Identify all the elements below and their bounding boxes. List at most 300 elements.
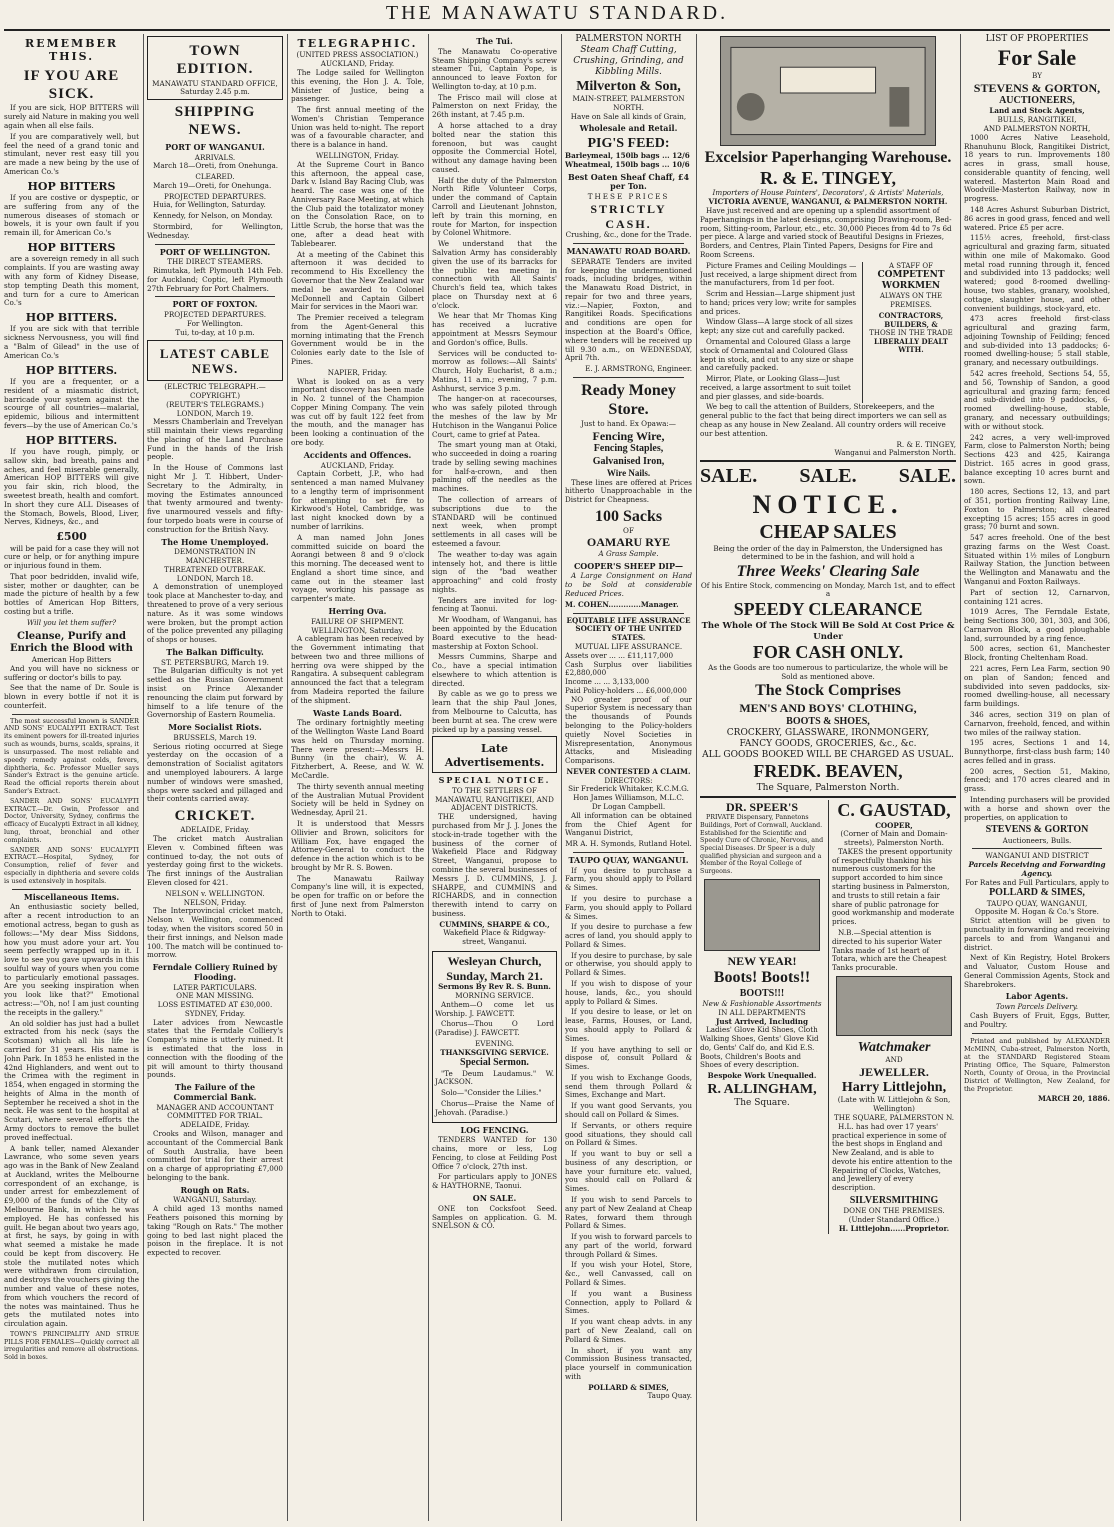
paragraph: As the Goods are too numerous to particularize, the whole will be Sold as mentioned above. xyxy=(708,662,948,681)
cleanse-heading: Cleanse, Purify and Enrich the Blood with xyxy=(10,630,133,654)
advertiser: CUMMINS, SHARPE & CO., xyxy=(439,919,550,929)
subheading: NELSON v. WELLINGTON. xyxy=(165,888,265,898)
road-board: MANAWATU ROAD BOARD. xyxy=(566,246,691,256)
taupo: TAUPO QUAY, WANGANUI, xyxy=(986,898,1088,908)
address: The Square. xyxy=(734,1098,790,1109)
cooper-dip: COOPER'S SHEEP DIP— xyxy=(573,560,684,571)
signature: R. & E. TINGEY, xyxy=(896,439,956,449)
director: Hon James Williamson, M.L.C. xyxy=(573,793,684,803)
heading-hop-bitters: HOP BITTERS. xyxy=(25,311,118,325)
paragraph: It is understood that Messrs Ollivier and Brown, solicitors for William Fox, have engaged the Attorney-General to conduct the defence in the action which is to be brought by Mr R. S. Bowen. xyxy=(291,818,424,872)
mens-clothing: MEN'S AND BOYS' CLOTHING, xyxy=(739,700,917,715)
paragraph: If you wish to send Parcels to any part of New Zealand at Cheap Rates, forward them through Pollard & Simes. xyxy=(565,1195,692,1231)
proprietor: H. Littlejohn......Proprietor. xyxy=(838,1223,950,1233)
paragraph: Tenders are invited for log-fencing at Taonui. xyxy=(432,595,557,614)
paragraph: Huia, for Wellington, Saturday. xyxy=(153,200,266,210)
paragraph: Being the order of the day in Palmerston, the Undersigned has determined to be in the fashion, and will hold a xyxy=(713,543,943,562)
column-6 xyxy=(700,34,956,1521)
subheading: PROJECTED DEPARTURES. xyxy=(164,310,266,320)
bulls: BULLS, RANGITIKEI, xyxy=(997,115,1077,125)
paragraph: At a meeting of the Cabinet this afternoon it was decided to recommend to His Excellency the Governor that the New Zealand war medal be awarded to Colonel McDonnell and Captain Gilbert Mair for services in the Maori war. xyxy=(291,249,424,312)
column-rule xyxy=(960,34,961,1521)
standard: (Under Standard Office.) xyxy=(848,1214,940,1224)
paragraph: TENDERS WANTED for 130 chains, more or less, Log Fencing, to close at Feilding Post Office 7 o'clock, 27th inst. xyxy=(432,1135,557,1171)
dateline: NELSON, Friday. xyxy=(183,897,247,907)
paragraph: If you desire to purchase a Farm, you should apply to Pollard & Simes. xyxy=(565,865,692,893)
paragraph: The Manawatu Co-operative Steam Shipping Company's screw steamer Tui, Captain Pope, is announced to leave Foxton for Wellington to-day, at 10 p.m. xyxy=(432,46,557,91)
labor: Labor Agents. xyxy=(1005,991,1069,1002)
done: DONE ON THE PREMISES. xyxy=(843,1206,945,1216)
paragraph: Solo—"Consider the Lilies." xyxy=(441,1088,542,1098)
paragraph: Anthem—O come let us Worship. J. FAWCETT. xyxy=(435,999,554,1018)
subheading: DIRECTORS: xyxy=(604,775,653,785)
paragraph: The Frisco mail will close at Palmerston on next Friday, the 26th instant, at 7.45 p.m. xyxy=(432,92,557,120)
on-sale: ON SALE. xyxy=(472,1193,517,1203)
subheading: THANKSGIVING SERVICE. xyxy=(440,1047,549,1057)
harry-littlejohn: Harry Littlejohn, xyxy=(841,1080,947,1096)
pigs-feed: PIG'S FEED: xyxy=(587,136,670,152)
wesleyan-church: Wesleyan Church, xyxy=(447,953,542,968)
rates: For Rates and Full Particulars, apply to xyxy=(965,877,1109,887)
listing: 180 acres, Sections 12, 13, and part of 351, portion fronting Railway Line, Foxton to Palmerston; all cleared excepting 15 acres; 155 acres in good grass; 70 burnt and sown. xyxy=(964,487,1110,532)
dateline: LONDON, March 18. xyxy=(176,573,254,583)
log-fencing: LOG FENCING. xyxy=(460,1124,529,1135)
booked: ALL GOODS BOOKED WILL BE CHARGED AS USUAL. xyxy=(702,749,954,760)
paragraph: That poor bedridden, invalid wife, sister, mother or daughter, can be made the picture of health by a few bottles of American Hop Bitters, costing but a trifle. xyxy=(4,571,139,616)
fencing-staples: Fencing Staples, xyxy=(593,443,664,455)
town-parcels: Town Parcels Delivery. xyxy=(995,1002,1079,1012)
column-rule xyxy=(696,34,697,1521)
whole-stock: The Whole Of The Stock Will Be Sold At Cost Price & Under xyxy=(701,621,955,642)
new-fashionable: New & Fashionable Assortments xyxy=(702,998,822,1008)
sales: SALES xyxy=(833,521,897,544)
paragraph: If you desire to purchase a Farm, you should apply to Pollard & Simes. xyxy=(565,894,692,921)
paragraph: PRIVATE Dispensary, Pannetons Buildings, Port of Cornwall, Auckland. Established for the Scientific and Speedy Cure of Chronic, Nervous, and Special Diseases. Dr Speer is a duly qualified physician and surgeon and a Member of the Royal College of Surgeons. xyxy=(700,814,824,875)
paragraph: If you wish to dispose of your house, lands, &c., you should apply to Pollard & Simes. xyxy=(565,979,692,1006)
for-sale: For Sale xyxy=(997,44,1077,70)
paragraph: SEPARATE Tenders are invited for keeping the undermentioned roads, including bridges, within the Manawatu Road District, in repair for two and three years, viz.:—Napier, Foxton, and Rangitikei Roads. Specifications and conditions are open for inspection at the Board's Office, where tenders will be received up till 9.30 a.m., on WEDNESDAY, April 7th. xyxy=(565,256,692,363)
heading: The Tui. xyxy=(476,36,513,46)
equitable-heading: EQUITABLE LIFE ASSURANCE SOCIETY OF THE UNITED STATES. xyxy=(566,615,691,643)
gaustad: C. GAUSTAD, xyxy=(837,799,951,820)
importers: Importers of House Painters', Decorators', & Artists' Materials, xyxy=(712,188,944,198)
subheading: (ELECTRIC TELEGRAPH.—COPYRIGHT.) xyxy=(164,382,266,400)
paragraph: The first annual meeting of the Women's Christian Temperance Union was held to-night. The report was of a favourable character, and there is a balance in hand. xyxy=(291,105,424,150)
taupo-quay: TAUPO QUAY, WANGANUI. xyxy=(568,854,689,865)
paragraph: ONE ton Cocksfoot Seed. Samples on application. G. M. SNELSON & CO. xyxy=(432,1203,557,1231)
listing: 473 acres freehold first-class agricultural and grazing farm, adjoining Township of Feilding; fenced and sub-divided into 13 paddocks; 6-roomed dwelling-house; 5 stall stable, granary, and necessary outbuildings. xyxy=(964,314,1110,368)
dateline: AUCKLAND, Friday. xyxy=(320,460,395,470)
column-2 xyxy=(147,34,283,1521)
masthead-rule xyxy=(4,29,1110,31)
address: (Corner of Main and Domain-streets), Palmerston North. xyxy=(840,829,948,848)
paragraph: In the House of Commons last night Mr J. T. Hibbert, Under-Secretary to the Admiralty, in moving the Estimates announced that twenty armoured and twenty-five unarmoured vessels and fifty-four torpedo boats were in course of construction for the British Navy. xyxy=(147,463,283,534)
subheading: ONE MAN MISSING. xyxy=(176,991,254,1001)
listing: 500 acres, section 61, Manchester Block, fronting Cheltenham Road. xyxy=(964,644,1110,663)
jeweller: JEWELLER. xyxy=(859,1064,929,1079)
listing: 346 acres, section 319 on plan of Carnarvon, freehold, fenced, and within two miles of the railway station. xyxy=(964,709,1110,737)
dateline: ST. PETERSBURG, March 19. xyxy=(161,657,269,667)
paragraph: The collection of arrears of subscriptions due to the STANDARD will be continued next week, when prompt settlements in all cases will be esteemed a favour. xyxy=(432,495,557,548)
pollard-simes: POLLARD & SIMES, xyxy=(989,887,1085,899)
dateline: SYDNEY, Friday. xyxy=(184,1008,246,1018)
figure-line: Assets over ... ... £11,117,000 xyxy=(565,650,674,660)
heading: More Socialist Riots. xyxy=(168,722,262,733)
subheading: (REUTER'S TELEGRAMS.) xyxy=(166,399,264,409)
banner-illustration xyxy=(720,36,936,146)
listing: 221 acres, Fern Lea Farm, section 90 on plan of Sandon; fenced and subdivided into seven paddocks, six-roomed dwelling-house, all necessary farm buildings. xyxy=(964,664,1110,709)
dateline: WELLINGTON, Saturday. xyxy=(311,625,404,635)
subheading: MUTUAL LIFE ASSURANCE. xyxy=(574,641,683,651)
paragraph: will be paid for a case they will not cure or help, or for anything impure or injurious found in them. xyxy=(4,543,139,571)
paragraph: Of his Entire Stock, commencing on Monday, March 1st, and to effect a xyxy=(700,580,956,599)
dateline: WANGANUI, Saturday. xyxy=(173,1195,257,1205)
divider xyxy=(972,1033,1102,1034)
silversmithing: SILVERSMITHING xyxy=(849,1195,939,1206)
oaten-chaff: Best Oaten Sheaf Chaff, £4 per Ton. xyxy=(567,171,690,192)
paragraph: For particulars apply to JONES & HAYTHORNE, Taonui. xyxy=(432,1172,557,1191)
divider xyxy=(12,714,131,715)
special-sermon: Special Sermon. xyxy=(460,1057,529,1069)
paragraph: Next of Kin Registry, Hotel Brokers and Valuator, Custom House and General Commission Agents, Stock and Sharebrokers. xyxy=(964,953,1110,989)
new-year: NEW YEAR! xyxy=(727,953,797,968)
figure-line: Income ... ... 3,133,000 xyxy=(565,677,650,687)
paragraph: A man named John Jones committed suicide on board the Aorangi between 8 and 9 o'clock this morning. The deceased went to England a short time since, and came out in the steamer last voyage, working his passage as carpenter's mate. xyxy=(291,532,424,604)
heading-cricket: CRICKET. xyxy=(174,808,256,825)
subheading: PORT OF FOXTON. xyxy=(172,299,258,310)
subheading: THE DIRECT STEAMERS. xyxy=(167,257,263,267)
of: OF xyxy=(623,525,634,535)
paragraph: If you want good Servants, you should call on Pollard & Simes. xyxy=(565,1101,692,1119)
dateline: ADELAIDE, Friday. xyxy=(180,825,250,835)
watch-illustration xyxy=(836,976,952,1036)
paragraph: For Wellington. xyxy=(187,318,243,328)
paragraph: March 19—Oreti, for Onehunga. xyxy=(153,180,272,190)
late-advertisements: Late Advertisements. xyxy=(444,742,545,769)
shipping-news: SHIPPING NEWS. xyxy=(174,104,256,139)
sale-row xyxy=(700,464,956,488)
paragraph: An old soldier has just had a bullet extracted from his neck (says the Scotsman) which all his life he carried for 31 years. His name is John Park. In 1853 he enlisted in the 42nd Highlanders, and went out to the Crimea with the regiment in 1854, when engaged in storming the heights of Alma in the month of September he received a shot in the neck. He was sent to the hospital at Scutari, where several efforts the Army doctors to remove the bullet proved ineffectual. xyxy=(4,1018,139,1142)
sermons: Sermons By Rev R. S. Bunn. xyxy=(438,982,551,992)
fredk-beaven: FREDK. BEAVEN, xyxy=(753,760,903,781)
paragraph: Messrs Cummins, Sharpe and Co., have a special intimation elsewhere to which attention is directed. xyxy=(432,652,557,688)
listing: 1019 Acres, The Ferndale Estate, being Sections 300, 301, 303, and 306, Carnarvon Block, a good ploughable land, surrounded by a ring fence. xyxy=(964,607,1110,643)
imprint-date: MARCH 20, 1886. xyxy=(1037,1093,1110,1103)
boots-big: Boots! Boots!! xyxy=(713,969,811,987)
staff-panel xyxy=(862,262,956,404)
listing: 242 acres, a very well-improved Farm, close to Palmerston North; being Sections 423 and 425, Kairanga District. 165 acres in good grass, balance excepting 10 acres burnt and sown. xyxy=(964,432,1110,486)
paragraph: What is looked on as a very important discovery has been made in No. 2 tunnel of the Champion Copper Mining Company. The vein was cut off by fault 122 feet from the mouth, and the manager has been looking a continuation of the ore body. xyxy=(291,376,424,447)
paragraph: TOWN'S PRINCIPALITY AND STRUE PILLS FOR FEMALES—Quickly correct all irregularities and remove all obstructions. Sold in boxes. xyxy=(4,1330,139,1361)
special-notice: SPECIAL NOTICE. xyxy=(438,775,551,786)
watchmaker: Watchmaker xyxy=(857,1039,931,1055)
paragraph: Ornamental and Coloured Glass a large stock of Ornamental and Coloured Glass kept in stock, and cut to any size or shape and carefully packed. xyxy=(700,336,854,373)
listing: 542 acres freehold, Sections 54, 55, and 56, Township of Sandon, a good agricultural and grazing farm; fenced and sub-divided into 9 paddocks, 6-roomed dwelling-house, stable, granary, and necessary outbuildings; with or without stock. xyxy=(964,369,1110,431)
staff-text: ALWAYS ON THE PREMISES. xyxy=(879,292,943,309)
paragraph: Scrim and Hessian—Large shipment just to hand; prices very low; write for samples and prices. xyxy=(700,289,857,316)
arrived: Just Arrived, Including xyxy=(715,1016,809,1026)
heading: The Home Unemployed. xyxy=(161,536,269,547)
subheading: ARRIVALS. xyxy=(194,152,236,162)
heading: Herring Ova. xyxy=(328,606,387,617)
paragraph: The most successful known is SANDER AND SONS' EUCALYPTI EXTRACT. Test its eminent powers for ill-treated injuries such as wounds, burns, scalds, sprains, it is unsurpassed. The most reliable and speedy remedy against colds, fevers, diphtheria, &c. Professor Mueller says Sander's Extract is the genuine article. Read the official reports therein about Sander's Extract. xyxy=(4,716,139,795)
listing: 148 Acres Ashurst Suburban District, 86 acres in good grass, fenced and well watered. Price £5 per acre. xyxy=(964,204,1110,232)
address: VICTORIA AVENUE, WANGANUI, & PALMERSTON NORTH. xyxy=(708,197,948,207)
director: Sir Frederick Whitaker, K.C.M.G. xyxy=(568,784,689,794)
bespoke: Bespoke Work Unequalled. xyxy=(707,1071,817,1081)
paragraph: NO greater proof of our Superior System is necessary than the thousands of Pounds belonging to the Policy-holders quietly Novel Societies in Misrepresentation, Anonymous Attacks, and Misleading Comparisons. xyxy=(565,694,692,766)
boots-shoes: BOOTS & SHOES, xyxy=(786,715,870,727)
tingey: R. & E. TINGEY, xyxy=(759,167,897,188)
director: Dr Logan Campbell. xyxy=(591,802,666,812)
grass: A Grass Sample. xyxy=(598,548,659,558)
subheading: EVENING. xyxy=(475,1038,514,1048)
crockery: CROCKERY, GLASSWARE, IRONMONGERY, xyxy=(726,727,930,738)
column-7 xyxy=(964,34,1110,1521)
subheading: (UNITED PRESS ASSOCIATION.) xyxy=(296,50,419,60)
land-stock: Land and Stock Agents, xyxy=(989,106,1085,116)
paragraph: A cablegram has been received by the Government intimating that between two and three millions of herring ova were shipped by the Rangatira. A subsequent cablegram announced the fact that a telegram from Madeira reported the failure of the shipment. xyxy=(291,634,424,705)
paragraph: If you wish to Exchange Goods, send them through Pollard & Simes, Exchange and Mart. xyxy=(565,1072,692,1100)
listing: 547 acres freehold. One of the best grazing farms on the West Coast. Situated within 1½ miles of Longburn Railway Station, the Junction between the Wellington and Manawatu and the Wanganui and Foxton Railways. xyxy=(964,533,1110,587)
palmerston-north: PALMERSTON NORTH xyxy=(575,34,682,44)
listing: 115½ acres, freehold, first-class agricultural and grazing farm, situated within one mile of Makomako. Good metal road running through it, fenced and subdivided into 13 paddocks; well watered; good 8-roomed dwelling-house, two stables, granary, woolshed, cottage, slaughter house, and other convenient buildings, stock-yard, etc. xyxy=(964,233,1110,313)
paragraph: Rimutaka, left Plymouth 14th Feb. for Auckland; Coptic, left Plymouth 27th February for Port Chalmers. xyxy=(147,266,283,293)
opp: Opposite M. Hogan & Co.'s Store. xyxy=(975,907,1099,917)
column-3 xyxy=(291,34,424,1521)
staff-text: CONTRACTORS, BUILDERS, & xyxy=(878,311,944,329)
for-cash: FOR CASH ONLY. xyxy=(752,641,904,662)
subheading: TO THE SETTLERS OF MANAWATU, RANGITIKEI, AND ADJACENT DISTRICTS. xyxy=(435,785,554,813)
manager-line: M. COHEN.............Manager. xyxy=(565,599,679,609)
column-rule xyxy=(428,34,429,1521)
subheading: CLEARED. xyxy=(195,172,235,182)
masthead: THE MANAWATU STANDARD. xyxy=(385,2,729,24)
paragraph: Half the duty of the Palmerston North Rifle Volunteer Corps, under the command of Captain Carroll and Lieutenant Johnston, left by train this morning, en route for Marton, for inspection by Colonel Whitmore. xyxy=(432,175,557,238)
paragraph: The smart young man at Otaki, who succeeded in doing a roaring trade by selling sewing machines for half-a-crown, and then palming off the needles as the machines. xyxy=(432,440,557,494)
paragraph: These lines are offered at Prices hitherto Unapproachable in the District for Cheapness. xyxy=(565,477,692,505)
parcels: Parcels Receiving and Forwarding Agency. xyxy=(968,860,1106,878)
lately: (Late with W. Littlejohn & Son, Wellington) xyxy=(837,1095,951,1114)
paragraph: A child aged 13 months named Feathers poisoned this morning by taking "Rough on Rats." The mother going to bed last night placed the poison in the fireplace. It is not expected to recover. xyxy=(147,1204,283,1258)
time-line: Saturday 2.45 p.m. xyxy=(180,87,250,97)
stock-comprises: The Stock Comprises xyxy=(755,682,901,700)
paragraph: Serious rioting occurred at Siege yesterday on the occasion of a demonstration of Socialist agitators and unemployed labourers. A large number of windows were smashed, shops were sacked and pillaged and their contents carried away. xyxy=(147,741,283,804)
dateline: LONDON, March 19. xyxy=(176,408,254,418)
paragraph: We beg to call the attention of Builders, Storekeepers, and the general public to the fact that being direct importers we can sell as cheap as any house in New Zealand. All country orders will receive our best attention. xyxy=(700,402,947,438)
paragraph: The cricket match Australian Eleven v. Combined fifteen was continued to-day, the not outs of yesterday going first to the wickets. The first innings of the Australian Eleven closed for 421. xyxy=(147,834,283,888)
wire-nails: Wire Nails. xyxy=(606,467,651,478)
paragraph: See that the name of Dr. Soule is blown in every bottle if not it is counterfeit. xyxy=(4,683,139,710)
heading-hop-bitters: HOP BITTERS. xyxy=(25,433,118,447)
three-weeks: Three Weeks' Clearing Sale xyxy=(736,563,920,581)
oamaru-rye: OAMARU RYE xyxy=(586,535,671,550)
heading: Ferndale Colliery Ruined by Flooding. xyxy=(152,962,278,982)
paragraph: If you are comparatively well, but feel the need of a grand tonic and stimulant, never rest easy till you are made a new being by the use of American Co.'s xyxy=(4,131,139,176)
paragraph: Stormbird, for Wellington, Wednesday. xyxy=(147,221,283,240)
heading-telegraphic: TELEGRAPHIC. xyxy=(297,37,418,50)
departments: IN ALL DEPARTMENTS xyxy=(718,1007,806,1017)
signature: Wanganui and Palmerston North. xyxy=(834,448,956,458)
dateline: BRUSSELS, March 19. xyxy=(173,732,257,742)
heading-hop-bitters: HOP BITTERS. xyxy=(25,363,118,377)
address: Wakefield Place & Ridgway-street, Wanganui. xyxy=(443,928,546,947)
subheading: DEMONSTRATION IN MANCHESTER. xyxy=(174,547,256,566)
paragraph: In short, if you want any Commission Business transacted, place yourself in communication with xyxy=(565,1345,692,1381)
boots-illustration xyxy=(704,879,820,951)
paragraph: We hear that Mr Thomas King has received a lucrative appointment at Messrs Seymour and Gordon's office, Bulls. xyxy=(432,311,557,347)
dateline: NAPIER, Friday. xyxy=(327,367,388,377)
paragraph: The Premier received a telegram from the Agent-General this morning intimating that the French Government would be in the Colonies early date to the Isle of Pines. xyxy=(291,313,424,366)
paragraph: H.L. has had over 17 years' practical experience in some of the best shops in England and New Zealand, and is able to devote his entire attention to the Repairing of Clocks, Watches, and Jewellery of every description. xyxy=(832,1121,953,1193)
paragraph: The thirty seventh annual meeting of the Australian Mutual Provident Society will be held in Sydney on Wednesday, April 21. xyxy=(291,781,424,818)
wholesale: Wholesale and Retail. xyxy=(579,123,678,134)
paragraph: A demonstration of unemployed took place at Manchester to-day, and threatened to prove of a very serious nature. As it was some windows were broken, but the prompt action of the police prevented any pillaging of shops or houses. xyxy=(147,582,283,645)
paragraph: The ordinary fortnightly meeting of the Wellington Waste Land Board was held on Thursday morning. There were present:—Messrs H. Bunny (in the chair), W. A. Fitzherbert, A. Reese, and W. W. McCardle. xyxy=(291,718,424,781)
sale-word: SALE. xyxy=(898,465,956,488)
tagline: Will you let them suffer? xyxy=(26,617,117,627)
divider xyxy=(573,243,684,244)
divider xyxy=(155,296,275,297)
paragraph: THE undersigned, having purchased from Mr J. J. Jones the stock-in-trade together with the business of the corner of Wakefield Place and Ridgway Street, Wanganui, propose to combine the several businesses of Messrs J. D. CUMMINS, J. J. SHARPE, and CUMMINS and RICHARDS, and in connection therewith intend to carry on business. xyxy=(432,812,557,918)
heading: Rough on Rats. xyxy=(180,1184,250,1195)
paragraph: Mr Woodham, of Wanganui, has been appointed by the Education Board executive to the head-mastership at Foxton School. xyxy=(432,615,557,651)
paragraph: Later advices from Newcastle states that the Ferndale Colliery's Company's mine is utterly ruined. It is estimated that the loss in connection with the flooding of the pit will amount to thirty thousand pounds. xyxy=(147,1017,283,1080)
paragraph: TAKES the present opportunity of respectfully thanking his numerous customers for the support accorded to him since starting business in Palmerston, and trusts to still retain a fair share of public patronage for good workmanship and moderate prices. xyxy=(832,846,955,927)
sale-word: SALE. xyxy=(700,465,758,488)
notice: NOTICE. xyxy=(752,489,904,519)
signature: E. J. ARMSTRONG, Engineer. xyxy=(585,364,692,374)
paragraph: Chorus—Thou O Lord (Paradise) J. FAWCETT. xyxy=(435,1019,554,1038)
paragraph: If you are sick with that terrible sickness Nervousness, you will find a "Balm of Gilead" in the use of American Co.'s xyxy=(4,324,139,360)
staff-text: LIBERALLY DEALT WITH. xyxy=(874,336,948,355)
auctioneers: AUCTIONEERS, xyxy=(999,95,1075,107)
allingham: R. ALLINGHAM, xyxy=(707,1081,817,1097)
auctioneers: Auctioneers, Bulls. xyxy=(1002,835,1072,845)
paragraph: An enthusiastic society belled, after a recent introduction to an emotional actress, began to gush as follows:—"My dear Miss Siddons, how you must adore your art. You seem perfectly wrapped up in it. I love to see you gave upwards in this soulful way of yours when you come to particularly emotional passages. Are you seeking inspiration when you look like that?" Emotional actress:—"Oh, no! I am just counting the receipts in the gallery." xyxy=(4,902,139,1017)
column-4 xyxy=(432,34,557,1521)
subheading: PROJECTED DEPARTURES. xyxy=(164,191,266,201)
subheading: MORNING SERVICE. xyxy=(455,991,534,1000)
and-pn: AND PALMERSTON NORTH, xyxy=(983,123,1091,133)
excelsior-heading: Excelsior Paperhanging Warehouse. xyxy=(704,149,952,166)
paragraph: Window Glass—A large stock of all sizes kept; any size cut and carefully packed. xyxy=(700,317,853,336)
paragraph: Chorus—Praise the Name of Jehovah. (Paradise.) xyxy=(435,1099,554,1117)
column-rule xyxy=(287,34,288,1521)
reward-amount: £500 xyxy=(56,530,87,544)
listing: 1000 Acres Native Leasehold, Rhanuhunu Block, Rangitikei District, 18 years to run. Improvements 180 acres in grass, small house, considerable quantity of fencing, well watered. Masterton Main Road and Woodville-Masterton Railway, now in progress. xyxy=(964,132,1110,204)
heading-hop-bitters: HOP BITTERS xyxy=(27,179,116,193)
paragraph: The Lodge sailed for Wellington this evening, the Hon J. A. Tole, Minister of Justice, being a passenger. xyxy=(291,67,424,104)
paragraph: Cash Buyers of Fruit, Eggs, Butter, and Poultry. xyxy=(964,1010,1110,1029)
paragraph: Crushing, &c., done for the Trade. xyxy=(565,230,692,240)
dateline: AUCKLAND, Friday. xyxy=(320,59,395,69)
paragraph: If you want cheap advts. in any part of New Zealand, call on Pollard & Simes. xyxy=(565,1317,692,1344)
paragraph: A bank teller, named Alexander Lawrance, who some seven years ago was in the Bank of New Zealand at Auckland, writes the Melbourne correspondent of an exchange, is under arrest for embezzlement of £9,000 of the funds of the City of Melbourne Bank, in which he was employed. He has confessed his guilt. He began about two years ago, at first, he says, by going in with what seemed a mistake he made could be kept from discovery. He stole the mutilated notes which were withdrawn from circulation, and destroys the vouchers giving the number and value of these notes, from which vouchers the record of the notes was maintained. Thus he gets the mutilated notes into circulation again. xyxy=(4,1143,139,1329)
listing: 195 acres, Sections 1 and 14, Bunnythorpe, first-class bush farm; 140 acres felled and in grass. xyxy=(964,738,1110,765)
stevens-gorton: STEVENS & GORTON, xyxy=(973,80,1101,95)
paragraph: The hanger-on at racecourses, who was safely piloted through the meshes of the law by Mr Hutchison in the Wanganui Police Court, came to grief at Patea. xyxy=(432,394,557,439)
listing: 200 acres, Section 51, Makino, fenced; and 170 acres cleared and in grass. xyxy=(964,766,1110,794)
paragraph: If you have anything to sell or dispose of, consult Pollard & Simes. xyxy=(565,1044,692,1072)
stevens-gorton: STEVENS & GORTON xyxy=(985,824,1089,836)
galvanised-iron: Galvanised Iron, xyxy=(592,455,665,467)
fancy: FANCY GOODS, GROCERIES, &c., &c. xyxy=(739,738,917,749)
figure-line: Cash Surplus over liabilities £2,880,000 xyxy=(565,659,692,678)
cheap: CHEAP xyxy=(759,521,829,544)
strictly-cash: STRICTLY CASH. xyxy=(590,201,667,231)
paragraph: By cable as we go to press we learn that the ship Paul Jones, from Melbourne to Calcutta, has been burnt at sea. The crew were picked up by a passing vessel. xyxy=(432,689,557,734)
paragraph: If you wish your Hotel, Store, &c., well Canvassed, call on Pollard & Simes. xyxy=(565,1260,692,1288)
paragraph: The weather to-day was again intensely hot, and there is little sign of the "bad weather approaching" and cold frosty nights. xyxy=(432,549,557,594)
speedy-clearance: SPEEDY CLEARANCE xyxy=(733,599,923,620)
paragraph: SANDER AND SONS' EUCALYPTI EXTRACT.—Hospital, Sydney, for Consumption, relief of fever and especially in diphtheria and severe colds is used extensively in hospitals. xyxy=(4,845,139,885)
dateline: WELLINGTON, Friday. xyxy=(315,151,400,160)
paragraph: Kennedy, for Nelson, on Monday. xyxy=(153,211,273,221)
paragraph: N.B.—Special attention is directed to his superior Water Tanks made of 1st heart of Totara, which are the Cheapest Tanks procurable. xyxy=(832,927,947,973)
subheading: THREATENED OUTBREAK. xyxy=(164,564,266,574)
paragraph: At the Supreme Court in Banco this afternoon, the appeal case, Dark v. Island Bay Racing Club, was heard. The case was one of the Anniversary Race Meeting, at which the Club paid the totalizator money on the Consolation Race, on to Little Scrub, the horse that was the one, after a dead heat with Tablebearer. xyxy=(291,159,424,248)
imprint: Printed and published by ALEXANDER McMINN, Cuba-street, Palmerston North, at the STANDARD Registered Steam Printing Office, The Square, Palmerston North, County of Oroua, in the Provincial District of Wellington, New Zealand, for the Proprietor. xyxy=(964,1036,1110,1093)
paragraph: If you desire to purchase a few acres of land, you should apply to Pollard & Simes. xyxy=(565,922,692,949)
never-contested: NEVER CONTESTED A CLAIM. xyxy=(566,766,691,776)
paragraph: If you desire to purchase, by sale or otherwise, you should apply to Pollard & Simes. xyxy=(565,950,692,978)
paragraph: If you wish to forward parcels to any part of the world, forward through Pollard & Simes. xyxy=(565,1232,692,1259)
paragraph: Have just received and are opening up a splendid assortment of Paperhangings in the latest designs, comprising Drawing-room, Bed-room, Sitting-room, Parlour, etc., etc. 30,000 Pieces from 4d to 7s 6d per piece. A large and varied stock of Beautiful Designs in Friezes, Borders, and Centres, Plain Tinted Papers, Designs for Fire and Room Screens. xyxy=(700,206,952,259)
column-rule xyxy=(143,34,144,1521)
agent: MR A. H. Symonds, Rutland Hotel. xyxy=(565,839,692,849)
paragraph: A Large Consignment on Hand to be Sold at considerable Reduced Prices. xyxy=(565,571,692,599)
paragraph: Captain Corbett, J.P., who had sentenced a man named Mulvaney to a lengthy term of imprisonment for attempting to set fire to Kirkwood's Hotel, Cambridge, was last night knocked down by a number of larrikins. xyxy=(291,469,424,531)
paragraph: Tui, to-day, at 10 p.m. xyxy=(175,327,255,337)
divider xyxy=(155,244,275,245)
price-line: Wheatmeal, 150lb bags ... 10/6 xyxy=(565,159,690,169)
paragraph: Messrs Chamberlain and Trevelyan still maintain their views regarding the placing of the Land Purchase Fund in the hands of the Irish people. xyxy=(147,417,283,462)
office-line: MANAWATU STANDARD OFFICE, xyxy=(152,78,278,88)
sunday-date: Sunday, March 21. xyxy=(446,968,543,983)
cheap-sales xyxy=(700,520,956,544)
paragraph: A horse attached to a dray bolted near the station this forenoon, but was caught opposite the Commercial Hotel, without any damage having been caused. xyxy=(432,121,557,174)
tagline: American Hop Bitters xyxy=(31,654,112,664)
address: Taupo Quay. xyxy=(647,1391,692,1401)
subheading: LATER PARTICULARS. xyxy=(173,982,257,992)
paragraph: Crooks and Wilson, manager and accountant of the Commercial Bank of South Australia, have been committed for trial for their arrest on a charge of appropriating £7,000 belonging to the bank. xyxy=(147,1129,283,1182)
price-line: Barleymeal, 150lb bags ... 12/6 xyxy=(565,151,690,161)
paperhanger-illustration xyxy=(721,37,935,145)
column-5 xyxy=(565,34,692,1521)
sale-word: SALE. xyxy=(799,465,857,488)
paragraph: If you are costive or dyspeptic, or are suffering from any of the numerous diseases of stomach or bowels, it is your own fault if you remain ill, for American Co.'s xyxy=(4,193,139,238)
paragraph: The Manawatu Railway Company's line will, it is expected, be open for traffic on or before the first of June next from Palmerston North to Otaki. xyxy=(291,873,424,918)
paragraph: If you are sick, HOP BITTERS will surely aid Nature in making you well again when all else fails. xyxy=(4,103,139,130)
column-1 xyxy=(4,34,139,1521)
address: MAIN-STREET, PALMERSTON NORTH. xyxy=(572,93,685,112)
heading-sick: IF YOU ARE SICK. xyxy=(23,67,120,103)
wanganui: WANGANUI AND DISTRICT xyxy=(985,851,1089,861)
staff-text: COMPETENT WORKMEN xyxy=(877,270,945,292)
and: AND xyxy=(885,1054,903,1064)
divider xyxy=(573,852,684,853)
heading-misc: Miscellaneous Items. xyxy=(23,891,120,902)
list-heading: LIST OF PROPERTIES xyxy=(985,34,1089,44)
paragraph: March 18—Oreti, from Onehunga. xyxy=(153,161,279,171)
paragraph: Strict attention will be given to punctuality in forwarding and receiving parcels to and from Wanganui and district. xyxy=(964,916,1110,952)
heading: The Balkan Difficulty. xyxy=(166,646,264,657)
prices: THESE PRICES xyxy=(587,192,670,202)
paragraph: are a sovereign remedy in all such complaints. If you are wasting away with any form of Kidney Disease, stop tempting Death this moment, and turn for a cure to American Co.'s xyxy=(4,254,139,308)
paragraph: The Interprovincial cricket match, Nelson v. Wellington, commenced today, when the visitors scored 50 in their first innings, and Nelson made 100. The match will be continued to-morrow. xyxy=(147,906,283,960)
address: The Square, Palmerston North. xyxy=(756,782,900,793)
